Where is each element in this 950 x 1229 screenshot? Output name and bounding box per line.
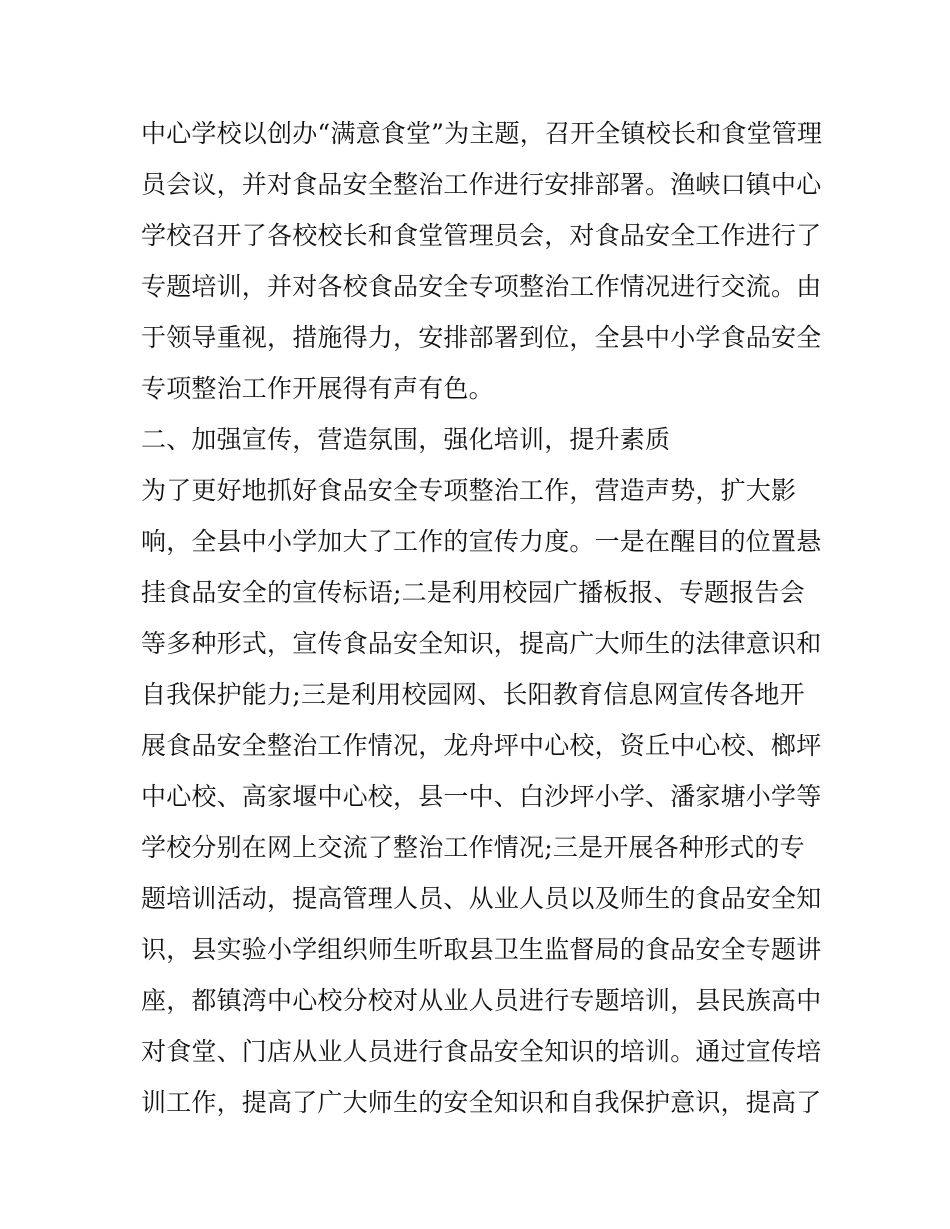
text-line: 座，都镇湾中心校分校对从业人员进行专题培训，县民族高中: [141, 986, 822, 1015]
text-line: 响，全县中小学加大了工作的宣传力度。一是在醒目的位置悬: [141, 527, 822, 556]
text-line: 题培训活动，提高管理人员、从业人员以及师生的食品安全知: [141, 884, 822, 913]
document-body-text: [141, 108, 823, 1128]
text-line: 专项整治工作开展得有声有色。: [141, 374, 494, 403]
text-line: 展食品安全整治工作情况，龙舟坪中心校，资丘中心校、榔坪: [141, 731, 822, 760]
text-line: 识，县实验小学组织师生听取县卫生监督局的食品安全专题讲: [141, 935, 822, 964]
text-line: 学校召开了各校校长和食堂管理员会，对食品安全工作进行了: [141, 221, 822, 250]
text-line: 训工作，提高了广大师生的安全知识和自我保护意识，提高了: [141, 1088, 822, 1117]
text-line: 学校分别在网上交流了整治工作情况;三是开展各种形式的专: [141, 833, 805, 862]
text-line: 于领导重视，措施得力，安排部署到位，全县中小学食品安全: [141, 323, 822, 352]
text-line: 中心校、高家堰中心校，县一中、白沙坪小学、潘家塘小学等: [141, 782, 822, 811]
text-line: 自我保护能力;三是利用校园网、长阳教育信息网宣传各地开: [141, 680, 805, 709]
text-line: 为了更好地抓好食品安全专项整治工作，营造声势，扩大影: [141, 476, 797, 505]
text-line: 对食堂、门店从业人员进行食品安全知识的培训。通过宣传培: [141, 1037, 822, 1066]
text-line: 挂食品安全的宣传标语;二是利用校园广播板报、专题报告会: [141, 578, 805, 607]
text-line: 专题培训，并对各校食品安全专项整治工作情况进行交流。由: [141, 272, 822, 301]
text-line: 中心学校以创办“满意食堂”为主题，召开全镇校长和食堂管理: [141, 119, 823, 148]
text-line: 员会议，并对食品安全整治工作进行安排部署。渔峡口镇中心: [141, 170, 822, 199]
section-heading: 二、加强宣传，营造氛围，强化培训，提升素质: [141, 425, 671, 454]
text-line: 等多种形式，宣传食品安全知识，提高广大师生的法律意识和: [141, 629, 822, 658]
